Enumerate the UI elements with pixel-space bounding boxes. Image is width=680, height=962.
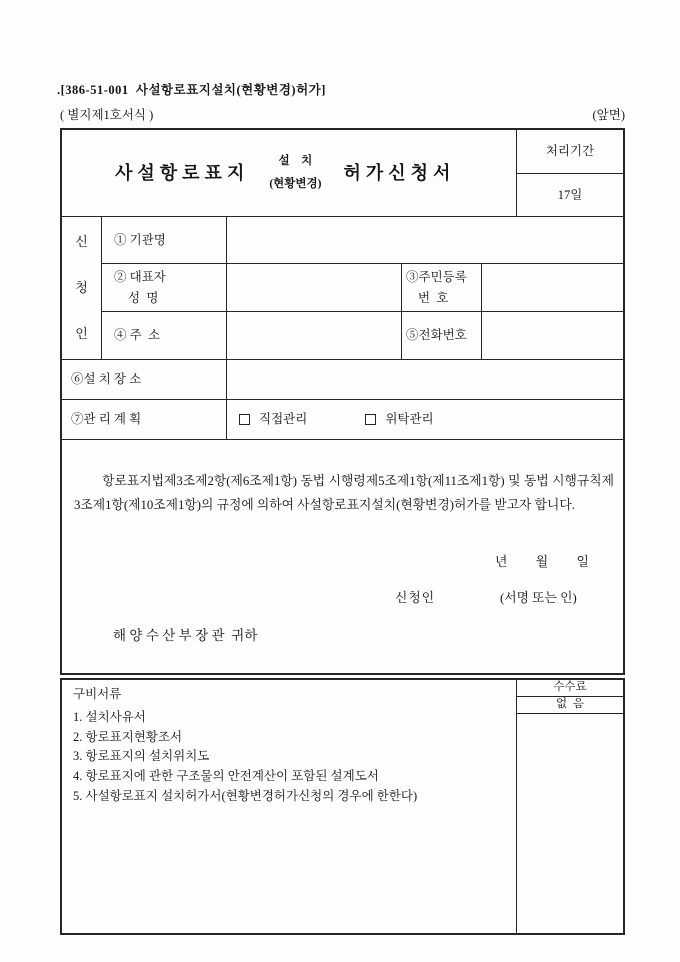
field-management-plan-value bbox=[227, 400, 623, 440]
applicant-group-label bbox=[62, 217, 102, 360]
attachments-title: 구비서류 bbox=[73, 687, 122, 701]
field-installation-site-label bbox=[62, 360, 227, 400]
management-plan-label-text: ⑦관 리 계 획 bbox=[71, 412, 142, 427]
applicant-group-char: 청 bbox=[75, 280, 88, 296]
resident-number-label-line2: 번 호 bbox=[418, 290, 449, 305]
attachments-cell bbox=[62, 680, 517, 933]
application-form-table bbox=[60, 128, 625, 675]
attachments-table bbox=[60, 678, 625, 935]
applicant-group-char: 신 bbox=[75, 234, 88, 249]
field-installation-site-value bbox=[227, 360, 623, 400]
form-ref-note: ( 별지제1호서식 ) bbox=[60, 108, 154, 122]
attachment-item: 1. 설치사유서 bbox=[73, 709, 146, 724]
representative-label-line2: 성 명 bbox=[128, 290, 159, 305]
phone-number-label-text: ⑤전화번호 bbox=[406, 328, 467, 343]
field-resident-registration-number-value bbox=[482, 264, 623, 312]
form-title bbox=[62, 130, 517, 217]
address-label-text: ④ 주 소 bbox=[114, 328, 161, 343]
field-phone-number-label bbox=[402, 312, 482, 360]
addressee: 해 양 수 산 부 장 관 귀하 bbox=[113, 628, 258, 643]
processing-period-label: 처리기간 bbox=[517, 130, 623, 174]
direct-management-option bbox=[239, 411, 307, 428]
fee-label: 수수료 bbox=[517, 680, 623, 697]
declaration-area bbox=[62, 440, 623, 673]
direct-management-checkbox-icon bbox=[239, 414, 250, 425]
processing-period-value: 17일 bbox=[517, 174, 623, 217]
entrusted-management-label: 위탁관리 bbox=[385, 412, 434, 427]
field-representative-name-label bbox=[102, 264, 227, 312]
fee-value: 없 음 bbox=[517, 697, 623, 714]
attachment-item: 2. 항로표지현황조서 bbox=[73, 729, 183, 744]
form-title-installation: 설 치 bbox=[278, 154, 313, 167]
field-management-plan-label bbox=[62, 400, 227, 440]
field-representative-name-value bbox=[227, 264, 402, 312]
attachment-item: 3. 항로표지의 설치위치도 bbox=[73, 749, 210, 764]
doc-code: .[386-51-001 사설항로표지설치(현황변경)허가] bbox=[57, 83, 326, 97]
attachment-item: 5. 사설항로표지 설치허가서(현황변경허가신청의 경우에 한한다) bbox=[73, 788, 418, 803]
field-address-value bbox=[227, 312, 402, 360]
entrusted-management-checkbox-icon bbox=[365, 414, 376, 425]
form-title-change-note: (현황변경) bbox=[269, 177, 322, 190]
applicant-signature-label: 신청인 bbox=[395, 591, 436, 605]
legal-statement: 항로표지법제3조제2항(제6조제1항) 동법 시행령제5조제1항(제11조제1항) 및 동법 시행규칙제3조제1항(제10조제1항)의 규정에 의하여 사설항로표지설치(현황변경)허가를 받고자 합니다. bbox=[74, 474, 614, 512]
direct-management-label: 직접관리 bbox=[259, 412, 308, 427]
installation-site-label-text: ⑥설 치 장 소 bbox=[71, 372, 142, 387]
field-resident-registration-number-label bbox=[402, 264, 482, 312]
page-side-note: (앞면) bbox=[592, 108, 625, 122]
field-agency-name-value bbox=[227, 217, 623, 264]
form-title-sub bbox=[269, 154, 321, 192]
entrusted-management-option bbox=[365, 411, 433, 428]
field-agency-name-label bbox=[102, 217, 227, 264]
resident-number-label-line1: ③주민등록 bbox=[406, 269, 467, 284]
agency-name-label-text: ① 기관명 bbox=[114, 232, 166, 247]
field-phone-number-value bbox=[482, 312, 623, 360]
date-line: 년 월 일 bbox=[494, 554, 591, 569]
form-title-right: 허가신청서 bbox=[343, 162, 456, 183]
representative-label-line1: ② 대표자 bbox=[114, 269, 166, 284]
applicant-group-char: 인 bbox=[75, 326, 88, 342]
form-title-left: 사설항로표지 bbox=[115, 162, 250, 183]
signature-note: (서명 또는 인) bbox=[500, 591, 577, 605]
field-address-label bbox=[102, 312, 227, 360]
attachment-item: 4. 항로표지에 관한 구조물의 안전계산이 포함된 설계도서 bbox=[73, 769, 379, 784]
